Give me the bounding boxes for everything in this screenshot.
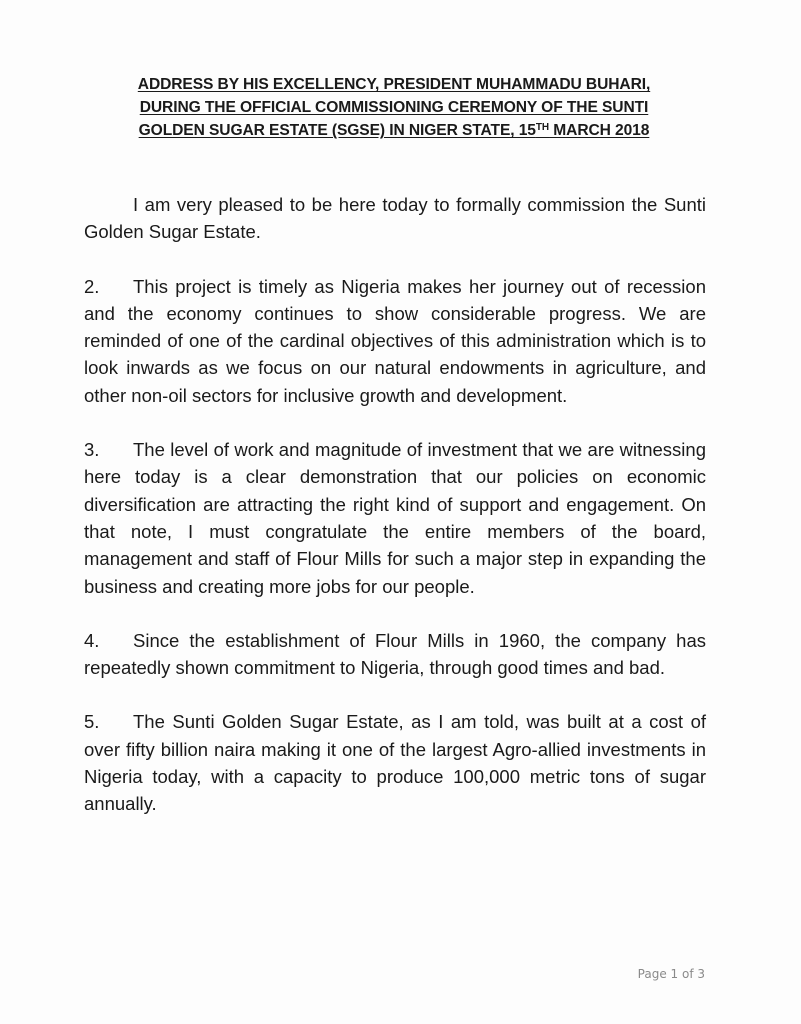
paragraph-number: 2. [84,275,100,297]
document-body [84,191,706,845]
title-line-1: ADDRESS BY HIS EXCELLENCY, PRESIDENT MUHAMMADU BUHARI, [137,76,651,93]
paragraph-text: I am very pleased to be here today to formally commission the Sunti Golden Sugar Estate. [84,194,706,243]
paragraph-2 [84,273,706,409]
paragraph-intro [84,191,706,246]
title-line-2: DURING THE OFFICIAL COMMISSIONING CEREMONY OF THE SUNTI [139,99,649,116]
paragraph-text: Since the establishment of Flour Mills in 1960, the company has repeatedly shown commitment to Nigeria, through good times and bad. [84,629,706,679]
paragraph-number: 5. [84,711,100,733]
paragraph-5 [84,708,706,817]
title-line-3: GOLDEN SUGAR ESTATE (SGSE) IN NIGER STATE, 15TH MARCH 2018 [138,122,650,139]
paragraph-text: This project is timely as Nigeria makes her journey out of recession and the economy continues to show considerable progress. We are reminded of one of the cardinal objectives of this administration which is to look inwards as we focus on our natural endowments in agriculture, and other non-oil sectors for inclusive growth and development. [84,275,706,406]
paragraph-number: 3. [84,439,100,461]
paragraph-text: The Sunti Golden Sugar Estate, as I am told, was built at a cost of over fifty billion naira making it one of the largest Agro-allied investments in Nigeria today, with a capacity to produce 100,000 metric tons of sugar annually. [84,711,706,815]
document-title [80,73,708,142]
paragraph-text: The level of work and magnitude of investment that we are witnessing here today is a clear demonstration that our policies on economic diversification are attracting the right kind of support and engagement. On that note, I must congratulate the entire members of the board, management and staff of Flour Mills for such a major step in expanding the business and creating more jobs for our people. [84,439,706,597]
page-number: Page 1 of 3 [637,967,705,981]
paragraph-3 [84,436,706,600]
paragraph-4 [84,627,706,682]
paragraph-number: 4. [84,629,100,651]
